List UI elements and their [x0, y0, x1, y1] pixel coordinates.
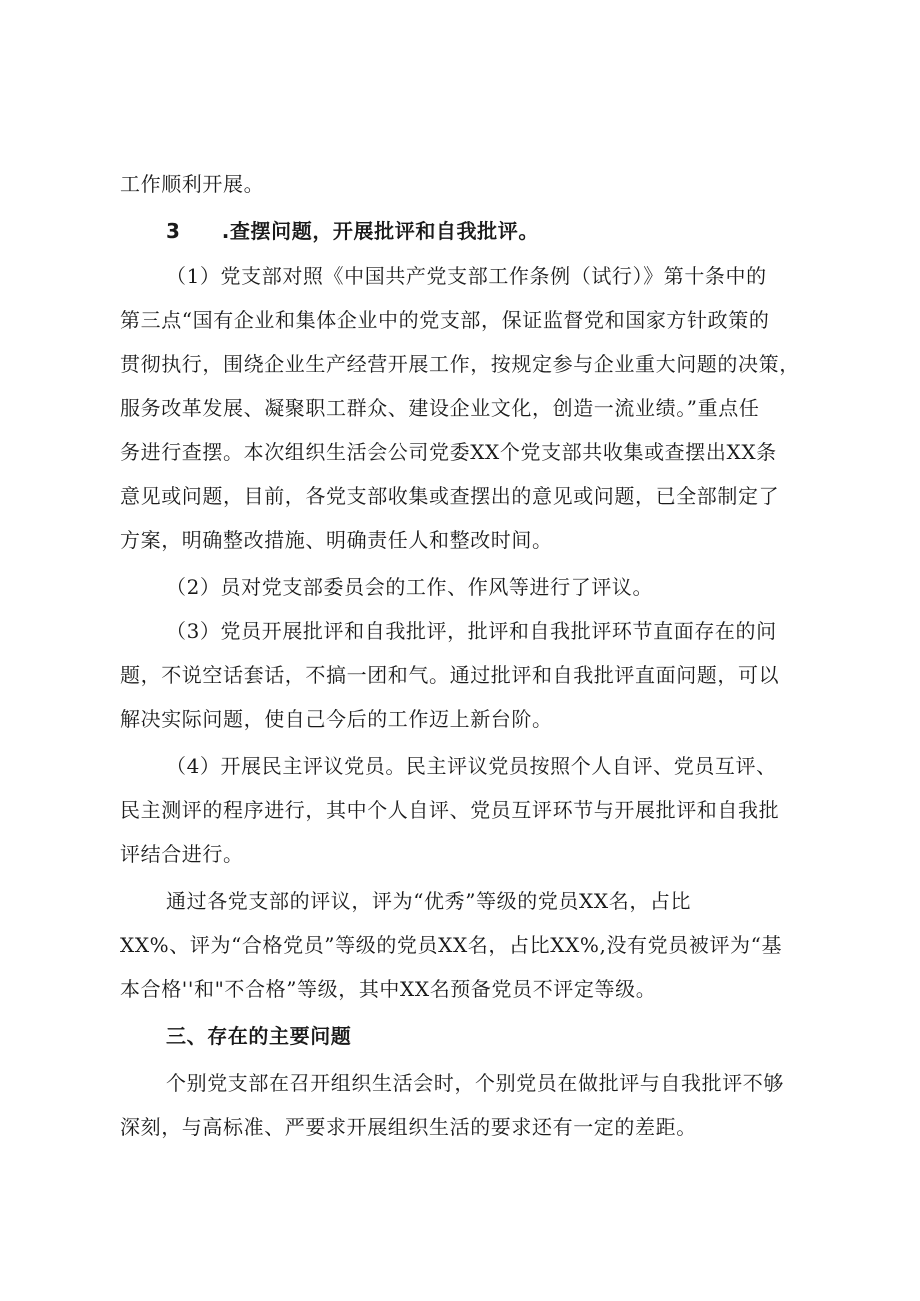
paragraph-line: 工作顺利开展。	[120, 172, 265, 196]
paragraph-line: 解决实际问题，使自己今后的工作迈上新台阶。	[120, 707, 553, 731]
paragraph-line: 贯彻执行，围绕企业生产经营开展工作，按规定参与企业重大问题的决策，	[120, 352, 800, 376]
paragraph-line: 务进行查摆。本次组织生活会公司党委XX个党支部共收集或查摆出XX条	[120, 440, 777, 464]
paragraph-line: 民主测评的程序进行，其中个人自评、党员互评环节与开展批评和自我批	[120, 798, 780, 822]
paragraph-line: 服务改革发展、凝聚职工群众、建设企业文化，创造一流业绩。”重点任	[120, 396, 760, 420]
paragraph-line: 第三点“国有企业和集体企业中的党支部，保证监督党和国家方针政策的	[120, 308, 770, 332]
paragraph-line: 本合格''和"不合格”等级，其中XX名预备党员不评定等级。	[120, 977, 657, 1001]
paragraph-line: 评结合进行。	[120, 842, 244, 866]
paragraph-line: XX%、评为“合格党员”等级的党员XX名，占比XX%,没有党员被评为“基	[120, 933, 783, 957]
paragraph-line: 方案，明确整改措施、明确责任人和整改时间。	[120, 528, 553, 552]
paragraph-line: （3）党员开展批评和自我批评，批评和自我批评环节直面存在的问	[166, 619, 777, 643]
paragraph-line: 个别党支部在召开组织生活会时，个别党员在做批评与自我批评不够	[166, 1071, 784, 1095]
paragraph-line: 深刻，与高标准、严要求开展组织生活的要求还有一定的差距。	[120, 1115, 697, 1139]
paragraph-line: 通过各党支部的评议，评为“优秀”等级的党员XX名，占比	[166, 889, 692, 913]
section-heading: 三、存在的主要问题	[166, 1024, 352, 1048]
paragraph-line: （4）开展民主评议党员。民主评议党员按照个人自评、党员互评、	[166, 754, 777, 778]
paragraph-line: 题，不说空话套话，不搞一团和气。通过批评和自我批评直面问题，可以	[120, 663, 780, 687]
paragraph-line: （1）党支部对照《中国共产党支部工作条例（试行）》第十条中的	[166, 264, 767, 288]
paragraph-line: （2）员对党支部委员会的工作、作风等进行了评议。	[166, 575, 654, 599]
paragraph-line: 意见或问题，目前，各党支部收集或查摆出的意见或问题，已全部制定了	[120, 484, 780, 508]
section-heading: 3 .查摆问题，开展批评和自我批评。	[166, 219, 539, 243]
